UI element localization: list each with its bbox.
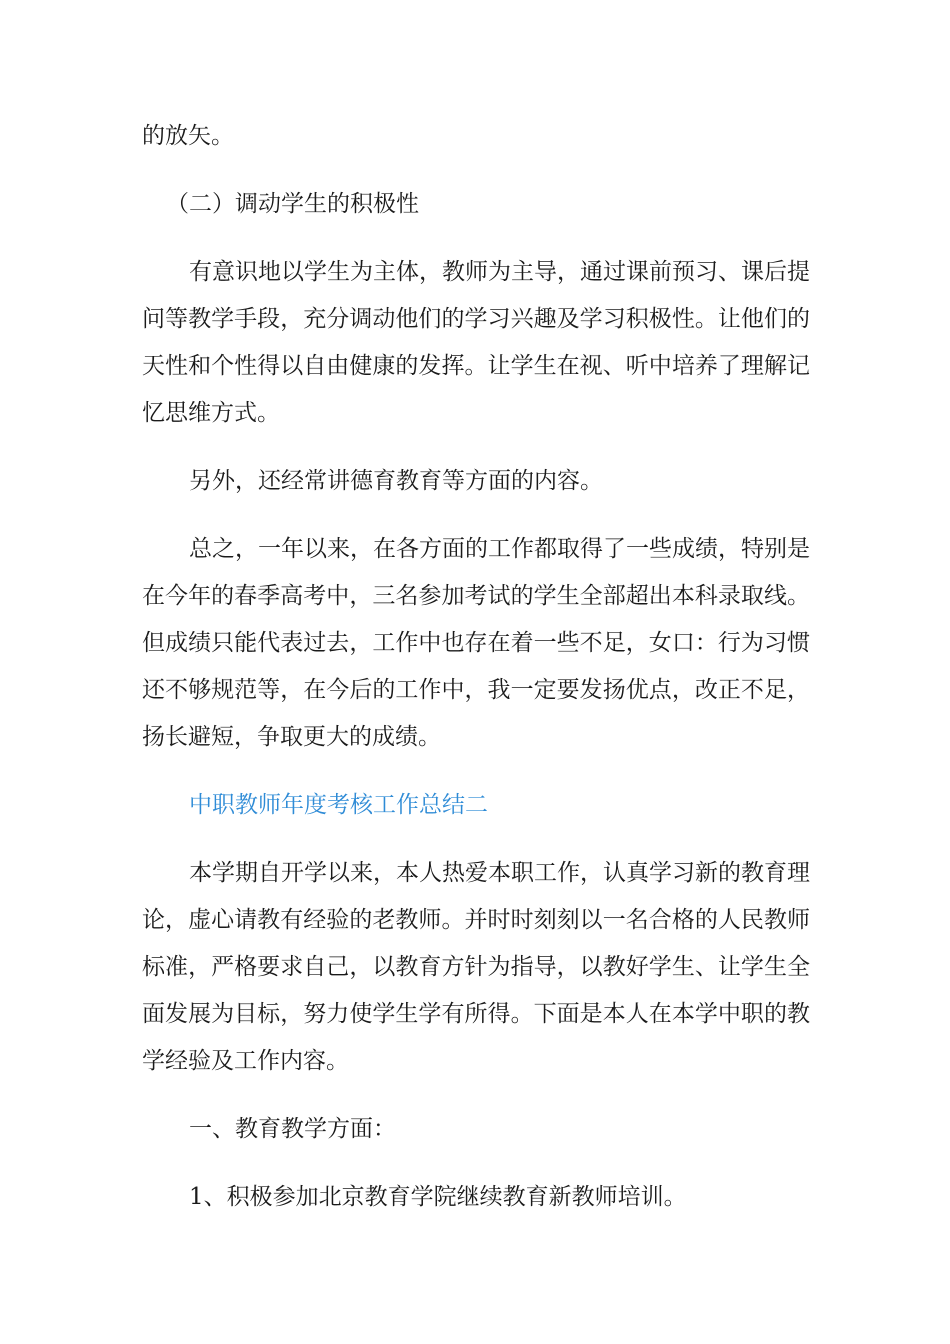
paragraph-gap	[142, 829, 810, 850]
section-heading-motivation: （二）调动学生的积极性	[166, 191, 419, 217]
paragraph-student-subject: 有意识地以学生为主体，教师为主导，通过课前预习、课后提问等教学手段，充分调动他们的学习兴趣及学习积极性。让他们的天性和个性得以自由健康的发挥。让学生在视、听中培养了理解记忆思维方式。	[142, 259, 810, 426]
paragraph-continuation: 的放矢。	[142, 123, 234, 149]
document-body	[142, 113, 810, 1221]
paragraph-gap	[142, 505, 810, 526]
paragraph-gap	[142, 761, 810, 782]
paragraph-summary: 总之，一年以来，在各方面的工作都取得了一些成绩，特别是在今年的春季高考中，三名参加考试的学生全部超出本科录取线。但成绩只能代表过去，工作中也存在着一些不足，女口：行为习惯还不够规范等，在今后的工作中，我一定要发扬优点，改正不足，扬长避短，争取更大的成绩。	[142, 536, 810, 750]
paragraph-gap	[142, 437, 810, 458]
paragraph-gap	[142, 1153, 810, 1174]
list-item-training: 1、积极参加北京教育学院继续教育新教师培训。	[189, 1184, 687, 1210]
paragraph-moral-education: 另外，还经常讲德育教育等方面的内容。	[189, 468, 603, 494]
document-section-title: 中职教师年度考核工作总结二	[189, 792, 488, 818]
paragraph-gap	[142, 160, 810, 181]
paragraph-gap	[142, 1085, 810, 1106]
section-heading-teaching: 一、教育教学方面：	[189, 1116, 396, 1142]
paragraph-gap	[142, 228, 810, 249]
paragraph-semester-intro: 本学期自开学以来，本人热爱本职工作，认真学习新的教育理论，虚心请教有经验的老教师。并时时刻刻以一名合格的人民教师标准，严格要求自己，以教育方针为指导，以教好学生、让学生全面发展为目标，努力使学生学有所得。下面是本人在本学中职的教学经验及工作内容。	[142, 860, 810, 1074]
